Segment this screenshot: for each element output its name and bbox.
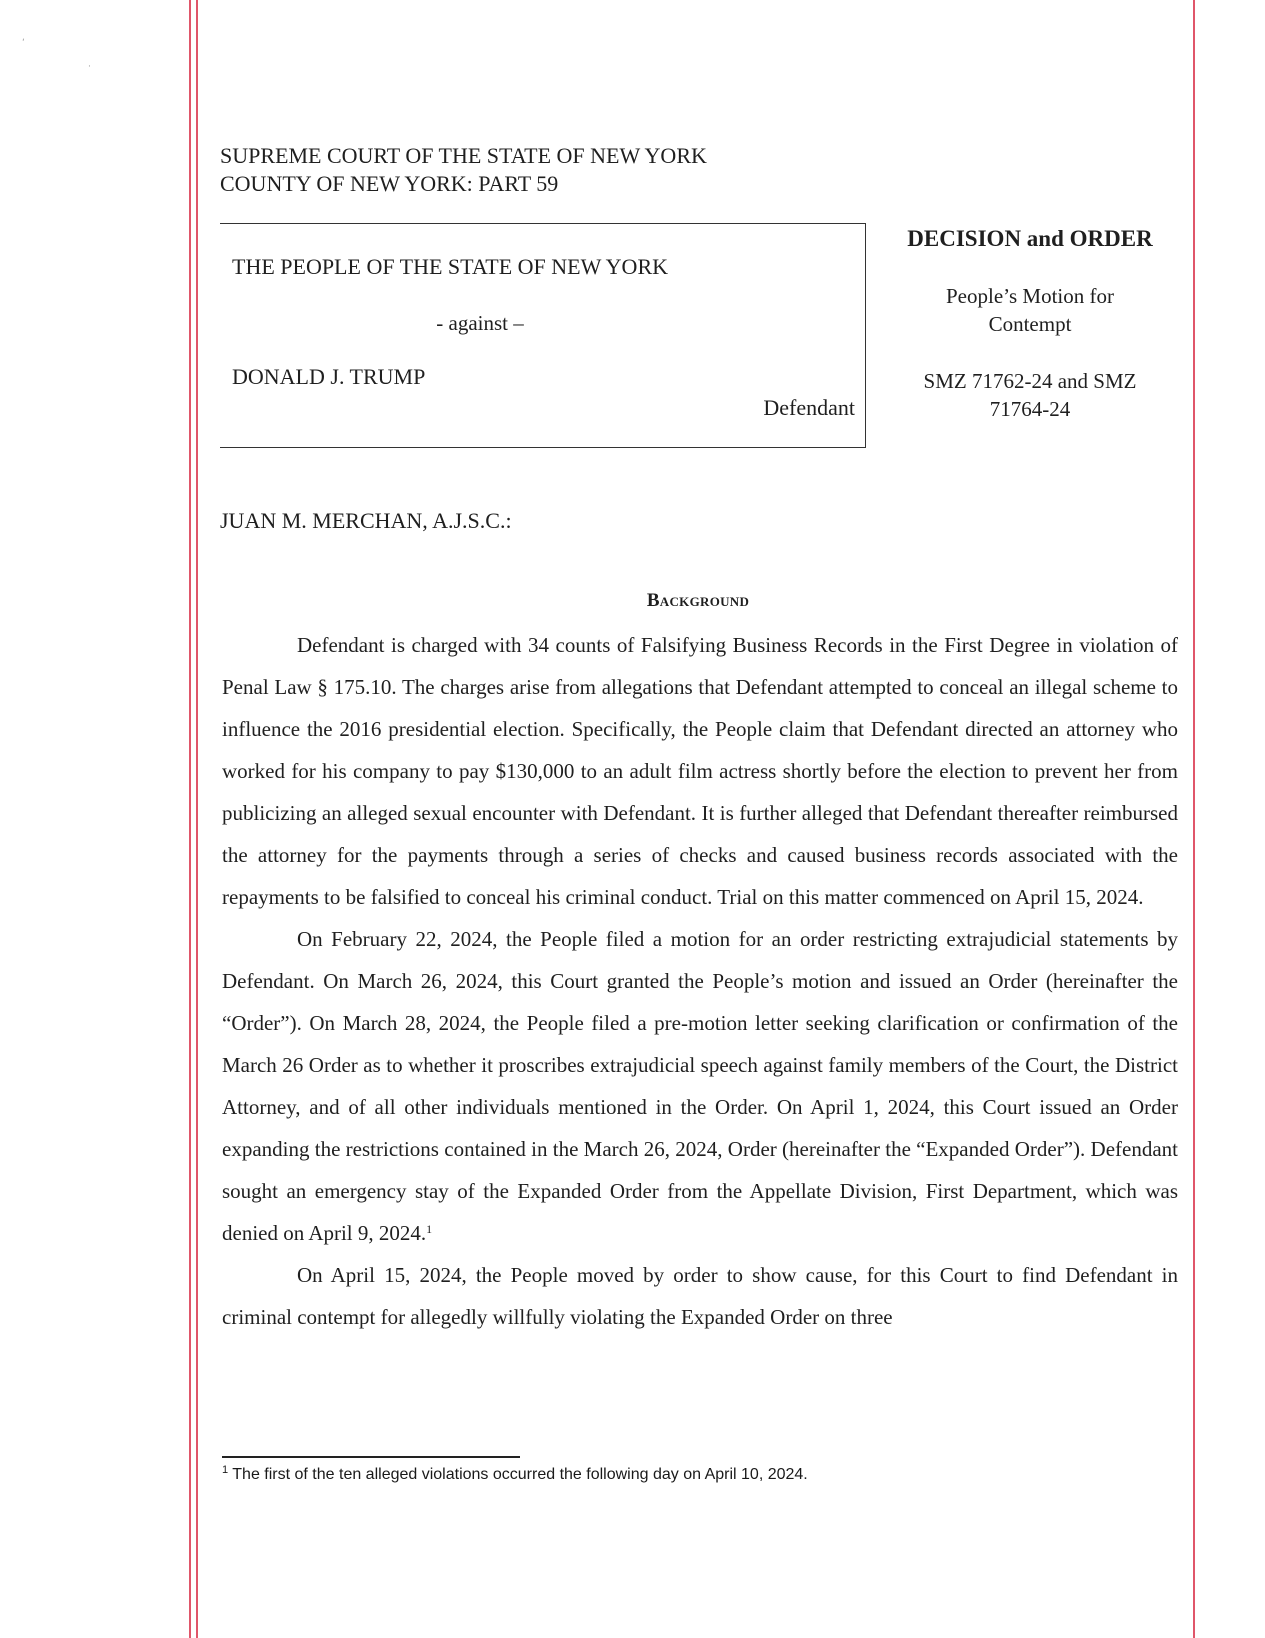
document-title: DECISION and ORDER [907,226,1153,251]
court-header [220,142,707,198]
footnote-number: 1 [222,1464,229,1476]
footnote [222,1466,808,1484]
paragraph [222,918,1178,1254]
caption-against: - against – [436,311,524,335]
right-margin-line [1193,0,1195,1638]
case-caption-box [220,223,866,448]
paragraph: On April 15, 2024, the People moved by order to show cause, for this Court to find Defendant in criminal contempt for allegedly willfully violating the Expanded Order on three [222,1263,1178,1329]
judge-name: JUAN M. MERCHAN, A.J.S.C.: [220,508,512,533]
court-county-part: COUNTY OF NEW YORK: PART 59 [220,171,559,196]
case-numbers [880,367,1180,423]
caption-plaintiff: THE PEOPLE OF THE STATE OF NEW YORK [232,254,669,279]
caption-defendant-name: DONALD J. TRUMP [232,364,426,389]
caption-defendant-label: Defendant [763,395,855,420]
scan-speck: · [88,62,91,72]
left-margin-line-inner [196,0,198,1638]
footnote-divider [222,1456,520,1458]
footnote-text: The first of the ten alleged violations occurred the following day on April 10, 2024. [232,1466,808,1483]
case-number-line: 71764-24 [989,397,1071,421]
scan-speck: ‘ [22,38,25,48]
left-margin-line [189,0,191,1638]
body-text [222,624,1178,1338]
paragraph-text: On February 22, 2024, the People filed a motion for an order restricting extrajudicial statements by Defendant. On March 26, 2024, this Court granted the People’s motion and issued an Order (hereinafter the “Order”). On March 28, 2024, the People filed a pre-motion letter seeking clarification or confirmation of the March 26 Order as to whether it proscribes extrajudicial speech against family members of the Court, the District Attorney, and of all other individuals mentioned in the Order. On April 1, 2024, this Court issued an Order expanding the restrictions contained in the March 26, 2024, Order (hereinafter the “Expanded Order”). Defendant sought an emergency stay of the Expanded Order from the Appellate Division, First Department, which was denied on April 9, 2024. [222,927,1178,1245]
motion-description [880,282,1180,338]
case-number-line: SMZ 71762-24 and SMZ [923,369,1137,393]
paragraph: Defendant is charged with 34 counts of Falsifying Business Records in the First Degree in violation of Penal Law § 175.10. The charges arise from allegations that Defendant attempted to conceal an illegal scheme to influence the 2016 presidential election. Specifically, the People claim that Defendant directed an attorney who worked for his company to pay $130,000 to an adult film actress shortly before the election to prevent her from publicizing an alleged sexual encounter with Defendant. It is further alleged that Defendant thereafter reimbursed the attorney for the payments through a series of checks and caused business records associated with the repayments to be falsified to conceal his criminal conduct. Trial on this matter commenced on April 15, 2024. [222,633,1178,909]
footnote-marker: 1 [426,1222,433,1236]
court-name: SUPREME COURT OF THE STATE OF NEW YORK [220,143,707,168]
section-heading: Background [646,590,750,611]
motion-line: People’s Motion for [946,284,1114,308]
motion-line: Contempt [988,312,1072,336]
